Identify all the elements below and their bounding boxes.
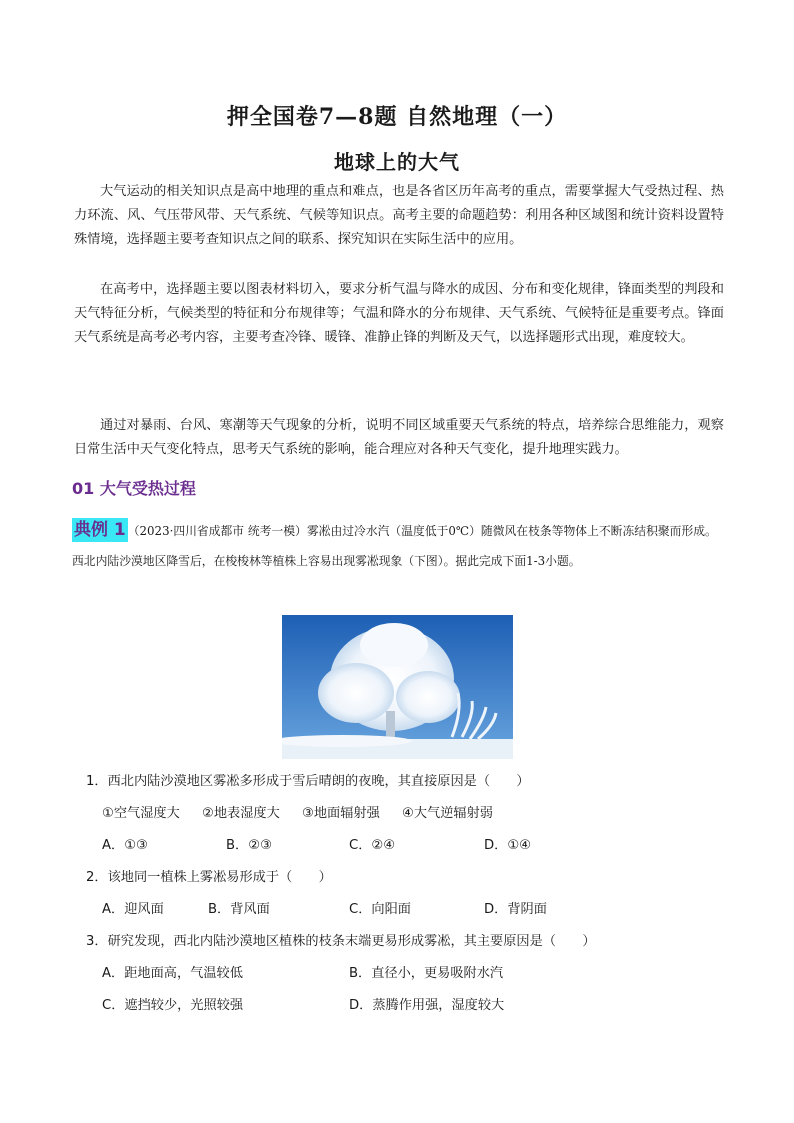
- rime-tree-photo: [282, 615, 513, 759]
- q2-option-d[interactable]: D．背阴面: [484, 902, 547, 917]
- intro-paragraph-3: 通过对暴雨、台风、寒潮等天气现象的分析，说明不同区域重要天气系统的特点，培养综合思维能力，观察日常生活中天气变化特点，思考天气系统的影响，能合理应对各种天气变化，提升地理实践力。: [74, 418, 724, 457]
- q1-option-a[interactable]: A．①③: [102, 838, 148, 853]
- statement-3: ③地面辐射强: [302, 806, 380, 821]
- intro-paragraph-2: 在高考中，选择题主要以图表材料切入，要求分析气温与降水的成因、分布和变化规律，锋面类型的判段和天气特征分析，气候类型的特征和分布规律等；气温和降水的分布规律、天气系统、气候特征是重要考点。锋面天气系统是高考必考内容，主要考查冷锋、暖锋、准静止锋的判断及天气，以选择题形式出现，难度较大。: [74, 282, 724, 345]
- statement-4: ④大气逆辐射弱: [402, 806, 493, 821]
- q2-option-a[interactable]: A．迎风面: [102, 902, 164, 917]
- section-heading: [72, 476, 196, 499]
- question-3: 3．研究发现，西北内陆沙漠地区植株的枝条末端更易形成雾凇，其主要原因是（ ）: [86, 934, 596, 949]
- q3-option-a[interactable]: A．距地面高，气温较低: [102, 966, 243, 981]
- q1-option-c[interactable]: C．②④: [349, 838, 396, 853]
- question-1: 1．西北内陆沙漠地区雾凇多形成于雪后晴朗的夜晚，其直接原因是（ ）: [86, 774, 530, 789]
- example-block: [72, 516, 724, 576]
- q3-option-d[interactable]: D．蒸腾作用强，湿度较大: [349, 998, 505, 1013]
- example-badge: 典例 1: [74, 520, 126, 540]
- rime-tree-icon: [282, 615, 513, 759]
- q2-option-b[interactable]: B．背风面: [208, 902, 270, 917]
- section-number: 01: [72, 479, 95, 498]
- page-title: 押全国卷7—8题 自然地理（一）: [226, 104, 568, 130]
- intro-paragraph-1: 大气运动的相关知识点是高中地理的重点和难点，也是各省区历年高考的重点，需要掌握大气受热过程、热力环流、风、气压带风带、天气系统、气候等知识点。高考主要的命题趋势：利用各种区域图和统计资料设置特殊情境，选择题主要考查知识点之间的联系、探究知识在实际生活中的应用。: [74, 184, 724, 247]
- statement-2: ②地表湿度大: [202, 806, 280, 821]
- q1-option-b[interactable]: B．②③: [226, 838, 272, 853]
- page-subtitle: 地球上的大气: [334, 150, 460, 174]
- statement-1: ①空气湿度大: [102, 806, 180, 821]
- q3-option-c[interactable]: C．遮挡较少，光照较强: [102, 998, 244, 1013]
- q3-option-b[interactable]: B．直径小，更易吸附水汽: [349, 966, 504, 981]
- q1-option-d[interactable]: D．①④: [484, 838, 531, 853]
- example-text: 雾凇由过冷水汽（温度低于0℃）随微风在枝条等物体上不断冻结积聚而形成。西北内陆沙漠地区降雪后，在梭梭林等植株上容易出现雾凇现象（下图）。据此完成下面1-3小题。: [72, 524, 717, 568]
- section-title: 大气受热过程: [99, 479, 196, 498]
- q2-option-c[interactable]: C．向阳面: [349, 902, 411, 917]
- question-2: 2．该地同一植株上雾凇易形成于（ ）: [86, 870, 332, 885]
- example-source: （2023·四川省成都市 统考一模）: [127, 524, 307, 538]
